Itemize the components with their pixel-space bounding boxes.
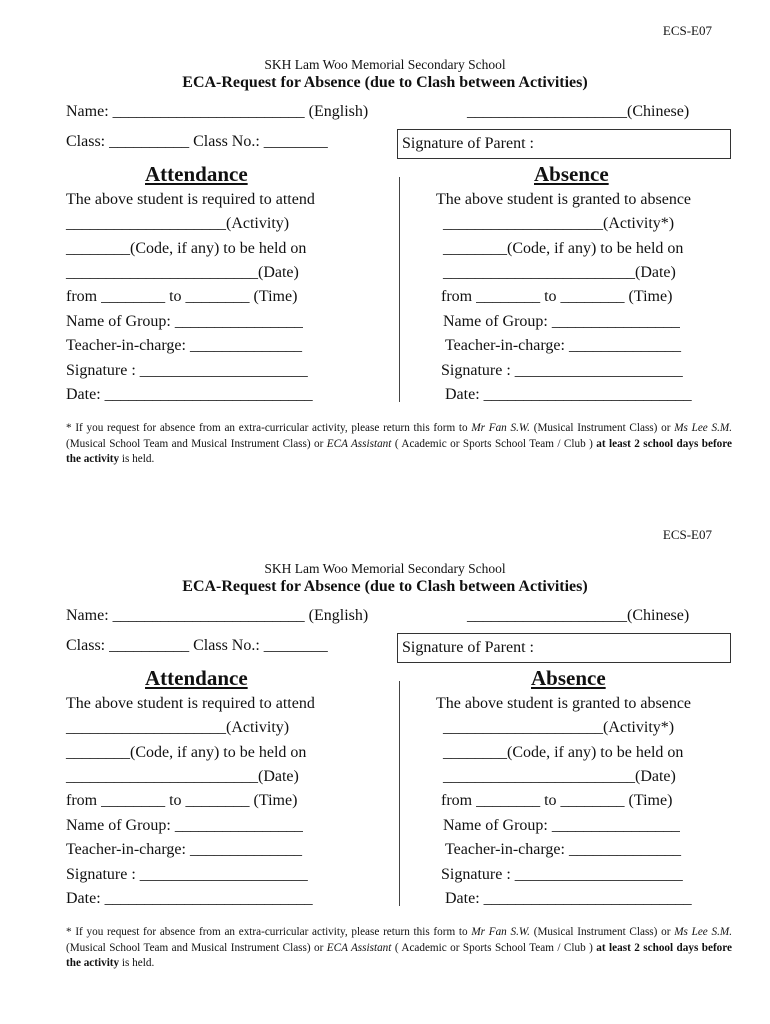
- assistant-name: ECA Assistant: [326, 941, 392, 954]
- form-code: ECS-E07: [662, 527, 712, 542]
- parent-signature-box[interactable]: [397, 129, 731, 159]
- absence-form-top: [0, 0, 770, 505]
- deadline-text: at least 2 school days before the activity: [66, 941, 732, 969]
- teacher-name: Mr Fan S.W.: [471, 926, 530, 938]
- return-instructions: * If you request for absence from an extra-curricular activity, please return this form to Mr Fan S.W. (Musical Instrument Class) or Ms Lee S.M. (Musical School Team and Musical Instrument Class) or ECA Assistant ( Academic or Sports School Team / Club ) at least 2 school days before the activity is held.: [66, 422, 732, 465]
- attendance-date-field[interactable]: ________________________(Date): [66, 264, 299, 281]
- absence-group-field[interactable]: Name of Group: ________________: [443, 313, 680, 330]
- attendance-signature-field[interactable]: Signature : _____________________: [66, 362, 308, 379]
- teacher-name: Mr Fan S.W.: [471, 422, 530, 434]
- absence-date-field[interactable]: ________________________(Date): [443, 264, 676, 281]
- name-chinese-field[interactable]: ____________________(Chinese): [467, 607, 690, 624]
- attendance-date-signed-field[interactable]: Date: __________________________: [66, 386, 313, 403]
- attendance-date-field[interactable]: ________________________(Date): [66, 768, 299, 785]
- attendance-signature-field[interactable]: Signature : _____________________: [66, 866, 308, 883]
- attendance-heading: Attendance: [145, 162, 248, 186]
- school-name: SKH Lam Woo Memorial Secondary School: [264, 57, 506, 72]
- form-code: ECS-E07: [662, 23, 712, 38]
- absence-date-signed-field[interactable]: Date: __________________________: [445, 386, 692, 403]
- name-chinese-field[interactable]: ____________________(Chinese): [467, 103, 690, 120]
- attendance-line: The above student is required to attend: [66, 695, 315, 712]
- parent-signature-label: Signature of Parent :: [402, 135, 534, 152]
- attendance-code-field[interactable]: ________(Code, if any) to be held on: [66, 240, 307, 257]
- absence-signature-field[interactable]: Signature : _____________________: [441, 866, 683, 883]
- form-title: ECA-Request for Absence (due to Clash between Activities): [182, 74, 588, 91]
- absence-time-field[interactable]: from ________ to ________ (Time): [441, 288, 673, 305]
- teacher-name: Ms Lee S.M.: [674, 422, 732, 434]
- absence-code-field[interactable]: ________(Code, if any) to be held on: [443, 744, 684, 761]
- attendance-line: The above student is required to attend: [66, 191, 315, 208]
- absence-signature-field[interactable]: Signature : _____________________: [441, 362, 683, 379]
- attendance-date-signed-field[interactable]: Date: __________________________: [66, 890, 313, 907]
- absence-time-field[interactable]: from ________ to ________ (Time): [441, 792, 673, 809]
- attendance-activity-field[interactable]: ____________________(Activity): [66, 215, 290, 232]
- absence-activity-field[interactable]: ____________________(Activity*): [443, 215, 675, 232]
- absence-heading: Absence: [534, 162, 609, 186]
- absence-date-signed-field[interactable]: Date: __________________________: [445, 890, 692, 907]
- attendance-teacher-field[interactable]: Teacher-in-charge: ______________: [66, 841, 302, 858]
- column-divider: [399, 177, 400, 402]
- school-name: SKH Lam Woo Memorial Secondary School: [264, 561, 506, 576]
- attendance-code-field[interactable]: ________(Code, if any) to be held on: [66, 744, 307, 761]
- assistant-name: ECA Assistant: [326, 437, 392, 450]
- absence-teacher-field[interactable]: Teacher-in-charge: ______________: [445, 337, 681, 354]
- absence-heading: Absence: [531, 666, 606, 690]
- attendance-time-field[interactable]: from ________ to ________ (Time): [66, 288, 298, 305]
- form-title: ECA-Request for Absence (due to Clash between Activities): [182, 578, 588, 595]
- absence-line: The above student is granted to absence: [436, 695, 692, 712]
- deadline-text: at least 2 school days before the activity: [66, 437, 732, 465]
- column-divider: [399, 681, 400, 906]
- attendance-teacher-field[interactable]: Teacher-in-charge: ______________: [66, 337, 302, 354]
- attendance-heading: Attendance: [145, 666, 248, 690]
- absence-date-field[interactable]: ________________________(Date): [443, 768, 676, 785]
- absence-group-field[interactable]: Name of Group: ________________: [443, 817, 680, 834]
- absence-teacher-field[interactable]: Teacher-in-charge: ______________: [445, 841, 681, 858]
- return-instructions: * If you request for absence from an extra-curricular activity, please return this form to Mr Fan S.W. (Musical Instrument Class) or Ms Lee S.M. (Musical School Team and Musical Instrument Class) or ECA Assistant ( Academic or Sports School Team / Club ) at least 2 school days before the activity is held.: [66, 926, 732, 969]
- name-english-field[interactable]: Name: ________________________ (English): [66, 607, 369, 624]
- class-field[interactable]: Class: __________ Class No.: ________: [66, 637, 328, 654]
- absence-line: The above student is granted to absence: [436, 191, 692, 208]
- attendance-time-field[interactable]: from ________ to ________ (Time): [66, 792, 298, 809]
- absence-form-bottom: [0, 504, 770, 1009]
- parent-signature-box[interactable]: [397, 633, 731, 663]
- absence-code-field[interactable]: ________(Code, if any) to be held on: [443, 240, 684, 257]
- attendance-activity-field[interactable]: ____________________(Activity): [66, 719, 290, 736]
- teacher-name: Ms Lee S.M.: [674, 926, 732, 938]
- absence-activity-field[interactable]: ____________________(Activity*): [443, 719, 675, 736]
- name-english-field[interactable]: Name: ________________________ (English): [66, 103, 369, 120]
- parent-signature-label: Signature of Parent :: [402, 639, 534, 656]
- attendance-group-field[interactable]: Name of Group: ________________: [66, 313, 303, 330]
- class-field[interactable]: Class: __________ Class No.: ________: [66, 133, 328, 150]
- attendance-group-field[interactable]: Name of Group: ________________: [66, 817, 303, 834]
